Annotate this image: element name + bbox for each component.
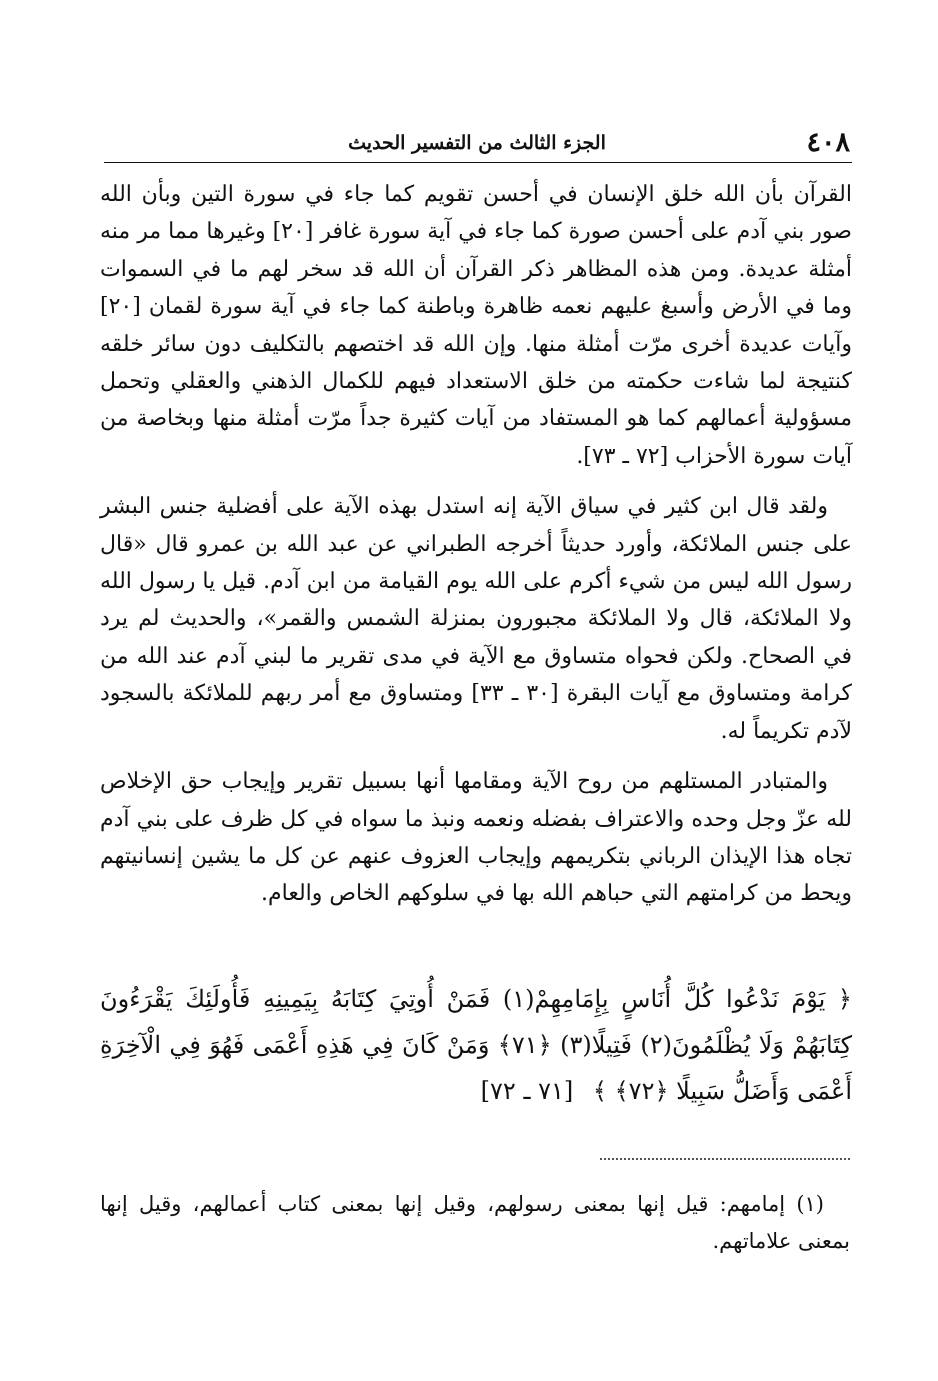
paragraph-3: والمتبادر المستلهم من روح الآية ومقامها أنها بسبيل تقرير وإيجاب حق الإخلاص لله عزّ وجل وحده والاعتراف بفضله ونعمه ونبذ ما سواه في كل ظرف على بني آدم تجاه هذا الإيذان الرباني بتكريمهم وإيجاب العزوف عنهم عن كل ما يشين إنسانيتهم ويحط من كرامتهم التي حباهم الله بها في سلوكهم الخاص والعام. [100, 769, 852, 907]
running-title: الجزء الثالث من التفسير الحديث [348, 132, 606, 154]
quran-verse-block [100, 976, 852, 1114]
body-text [100, 176, 852, 926]
footnote-block [100, 1186, 850, 1260]
page-number: ٤٠٨ [806, 127, 850, 158]
header-rule [104, 162, 852, 163]
page-header [104, 126, 850, 160]
footnote-1: (١) إمامهم: قيل إنها بمعنى رسولهم، وقيل إنها بمعنى كتاب أعمالهم، وقيل إنها بمعنى علاماتهم. [100, 1192, 850, 1253]
verse-reference: [٧١ ـ ٧٢] [480, 1077, 574, 1105]
paragraph-2: ولقد قال ابن كثير في سياق الآية إنه استدل بهذه الآية على أفضلية جنس البشر على جنس الملائكة، وأورد حديثاً أخرجه الطبراني عن عبد الله بن عمرو قال «قال رسول الله ليس من شيء أكرم على الله يوم القيامة من ابن آدم. قيل يا رسول الله ولا الملائكة، قال ولا الملائكة مجبورون بمنزلة الشمس والقمر»، والحديث لم يرد في الصحاح. ولكن فحواه متساوق مع الآية في مدى تقرير ما لبني آدم عند الله من كرامة ومتساوق مع آيات البقرة [٣٠ ـ ٣٣] ومتساوق مع أمر ربهم للملائكة بالسجود لآدم تكريماً له. [100, 494, 853, 744]
footnote-separator [600, 1158, 850, 1160]
paragraph-1: القرآن بأن الله خلق الإنسان في أحسن تقويم كما جاء في سورة التين وبأن الله صور بني آدم على أحسن صورة كما جاء في آية سورة غافر [٢٠] وغيرها مما مر منه أمثلة عديدة. ومن هذه المظاهر ذكر القرآن أن الله قد سخر لهم ما في السموات وما في الأرض وأسبغ عليهم نعمه ظاهرة وباطنة كما جاء في آية سورة لقمان [٢٠] وآيات عديدة أخرى مرّت أمثلة منها. وإن الله قد اختصهم بالتكليف دون سائر خلقه كنتيجة لما شاءت حكمته من خلق الاستعداد فيهم للكمال الذهني والعقلي وتحمل مسؤولية أعمالهم كما هو المستفاد من آيات كثيرة جداً مرّت أمثلة منها وبخاصة من آيات سورة الأحزاب [٧٢ ـ ٧٣]. [100, 182, 852, 469]
quran-verse-text: ﴿ يَوْمَ نَدْعُوا كُلَّ أُنَاسٍ بِإِمَامِهِمْ(١) فَمَنْ أُوتِيَ كِتَابَهُ بِيَمِينِهِ فَأُولَئِكَ يَقْرَءُونَ كِتَابَهُمْ وَلَا يُظْلَمُونَ(٢) فَتِيلًا(٣) ﴿٧١﴾ وَمَنْ كَانَ فِي هَذِهِ أَعْمَى فَهُوَ فِي الْآخِرَةِ أَعْمَى وَأَضَلُّ سَبِيلًا ﴿٧٢﴾ ﴾ [100, 985, 853, 1105]
